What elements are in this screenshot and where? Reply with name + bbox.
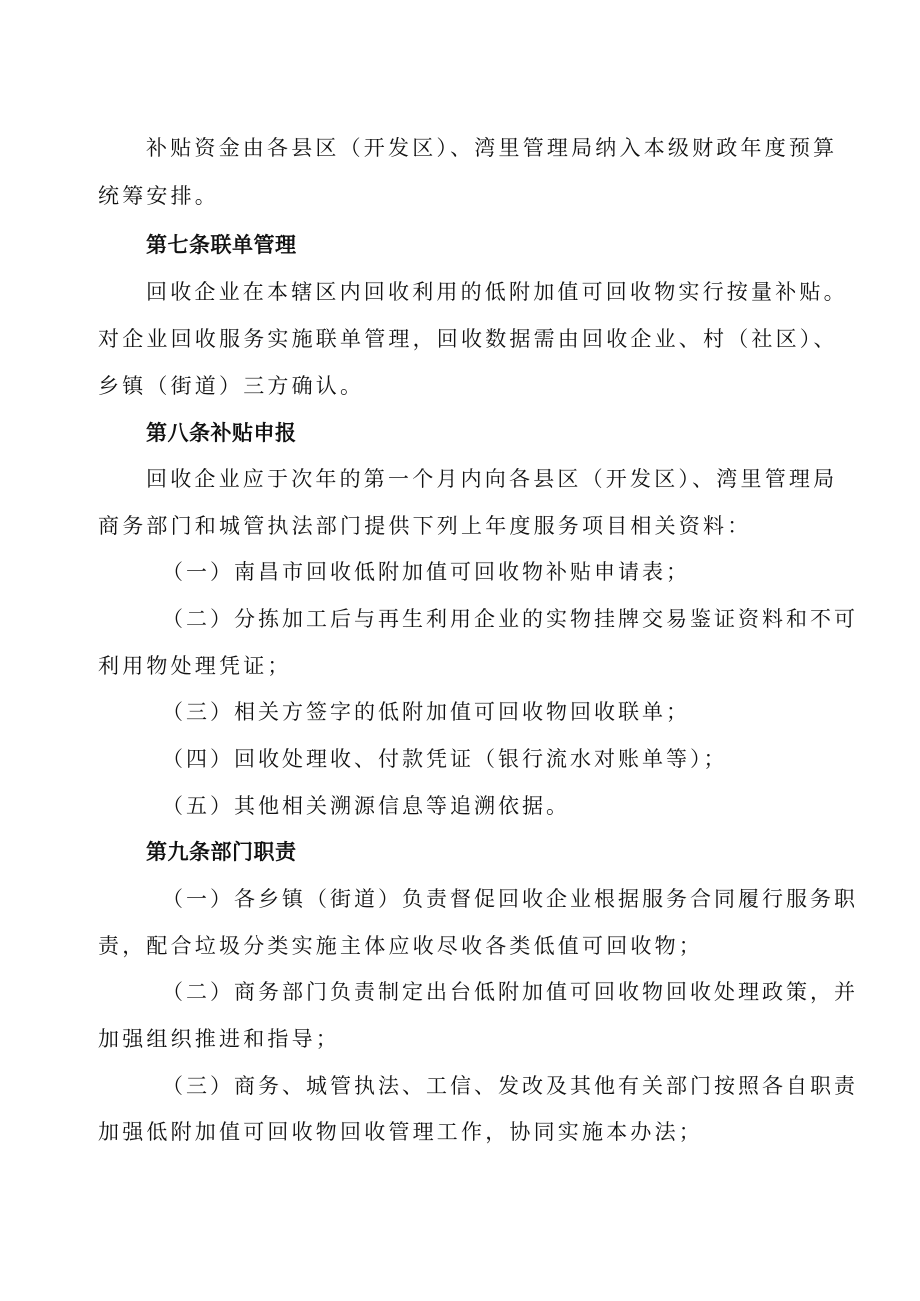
- article-heading: 第八条补贴申报: [146, 421, 297, 445]
- paragraph-line: 回收企业在本辖区内回收利用的低附加值可回收物实行按量补贴。: [146, 280, 848, 304]
- paragraph-line: 商务部门和城管执法部门提供下列上年度服务项目相关资料：: [98, 514, 752, 538]
- list-item: （四）回收处理收、付款凭证（银行流水对账单等）；: [162, 747, 728, 771]
- paragraph-line: 统筹安排。: [98, 184, 219, 208]
- list-item: （二）分拣加工后与再生利用企业的实物挂牌交易鉴证资料和不可: [162, 607, 858, 631]
- list-item: （二）商务部门负责制定出台低附加值可回收物回收处理政策，并: [162, 980, 858, 1004]
- paragraph-line: 责，配合垃圾分类实施主体应收尽收各类低值可回收物；: [98, 934, 703, 958]
- article-heading: 第七条联单管理: [146, 233, 297, 257]
- paragraph-line: 补贴资金由各县区（开发区）、湾里管理局纳入本级财政年度预算: [146, 136, 838, 160]
- list-item: （一）南昌市回收低附加值可回收物补贴申请表；: [162, 560, 690, 584]
- paragraph-line: 加强组织推进和指导；: [98, 1027, 340, 1051]
- paragraph-line: 加强低附加值可回收物回收管理工作，协同实施本办法；: [98, 1120, 703, 1144]
- paragraph-line: 回收企业应于次年的第一个月内向各县区（开发区）、湾里管理局: [146, 467, 838, 491]
- list-item: （五）其他相关溯源信息等追溯依据。: [162, 794, 570, 818]
- list-item: （一）各乡镇（街道）负责督促回收企业根据服务合同履行服务职: [162, 887, 858, 911]
- list-item: （三）相关方签字的低附加值可回收物回收联单；: [162, 700, 690, 724]
- article-heading: 第九条部门职责: [146, 840, 297, 864]
- paragraph-line: 乡镇（街道）三方确认。: [98, 374, 365, 398]
- paragraph-line: 利用物处理凭证；: [98, 654, 292, 678]
- paragraph-line: 对企业回收服务实施联单管理，回收数据需由回收企业、村（社区）、: [98, 327, 838, 351]
- list-item: （三）商务、城管执法、工信、发改及其他有关部门按照各自职责: [162, 1074, 858, 1098]
